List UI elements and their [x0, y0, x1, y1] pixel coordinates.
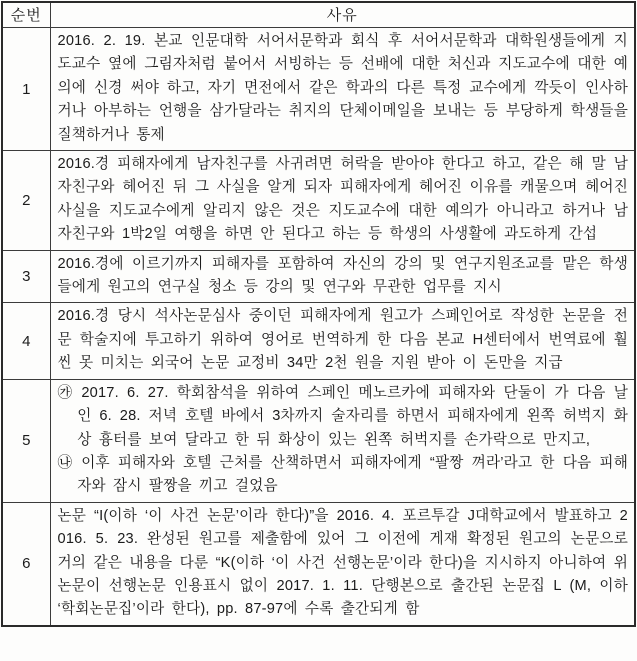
reason-cell	[50, 151, 635, 251]
col-header-no: 순번	[2, 2, 50, 28]
reason-subitem-na: ㉯ 이후 피해자와 호텔 근처를 산책하면서 피해자에게 “팔짱 껴라’라고 한 다음 피해자와 잠시 팔짱을 끼고 걸었음	[57, 454, 628, 495]
reason-paragraph: 2016.경 피해자에게 남자친구를 사귀려면 허락을 받아야 한다고 하고, 같은 해 말 남자친구와 헤어진 뒤 그 사실을 알게 되자 피해자에게 헤어진 이유를 캐물으며 헤어진 사실을 지도교수에게 알리지 않은 것은 지도교수에 대한 예의가 아니라고 하거나 남자친구와 1박2일 여행을 하면 안 된다고 하는 등 학생의 사생활에 과도하게 간섭	[57, 156, 628, 243]
table-row	[2, 303, 635, 379]
row-number: 2	[2, 151, 50, 251]
reason-paragraph: 2016. 2. 19. 본교 인문대학 서어서문학과 회식 후 서어서문학과 대학원생들에게 지도교수 옆에 그림자처럼 붙어서 서빙하는 등 선배에 대한 처신과 지도교수에 대한 예의에 신경 써야 하고, 자기 면전에서 같은 학과의 다른 특정 교수에게 깍듯이 인사하거나 아부하는 언행을 삼가달라는 취지의 단체이메일을 보내는 등 부당하게 학생들을 질책하거나 통제	[57, 33, 628, 143]
reason-subitem-ga: ㉮ 2017. 6. 27. 학회참석을 위하여 스페인 메노르카에 피해자와 단둘이 가 다음 날인 6. 28. 저녁 호텔 바에서 3차까지 술자리를 하면서 피해자에게 왼쪽 허벅지 화상 흉터를 보여 달라고 한 뒤 화상이 있는 왼쪽 허벅지를 손가락으로 만지고,	[57, 384, 628, 448]
row-number: 6	[2, 502, 50, 626]
row-number: 1	[2, 28, 50, 151]
reason-paragraph: 2016.경 당시 석사논문심사 중이던 피해자에게 원고가 스페인어로 작성한 논문을 전문 학술지에 투고하기 위하여 영어로 번역하게 한 다음 본교 H센터에서 번역료에 훨씬 못 미치는 외국어 논문 교정비 34만 2천 원을 지원 받아 이 돈만을 지급	[57, 308, 628, 372]
row-number: 5	[2, 379, 50, 502]
row-number: 4	[2, 303, 50, 379]
reason-cell	[50, 379, 635, 502]
table-row	[2, 379, 635, 502]
table-row	[2, 250, 635, 303]
header-row	[2, 2, 635, 28]
reason-cell	[50, 303, 635, 379]
table-row	[2, 28, 635, 151]
row-number: 3	[2, 250, 50, 303]
table-row	[2, 151, 635, 251]
table-row	[2, 502, 635, 626]
reason-cell	[50, 250, 635, 303]
reason-paragraph: 논문 “I(이하 ‘이 사건 논문’이라 한다)”을 2016. 4. 포르투갈 J대학교에서 발표하고 2016. 5. 23. 완성된 원고를 제출함에 있어 그 이전에 게재 확정된 원고의 논문으로 거의 같은 내용을 다룬 “K(이하 ‘이 사건 선행논문’이라 한다)을 지시하지 아니하여 위 논문이 선행논문 인용표시 없이 2017. 1. 11. 단행본으로 출간된 논문집 L (M, 이하 ‘학회논문집’이라 한다), pp. 87-97에 수록 출간되게 함	[57, 507, 628, 618]
reason-cell	[50, 28, 635, 151]
reasons-table	[1, 1, 636, 627]
reason-cell	[50, 502, 635, 626]
col-header-reason: 사유	[50, 2, 635, 28]
reason-paragraph: 2016.경에 이르기까지 피해자를 포함하여 자신의 강의 및 연구지원조교를 맡은 학생들에게 원고의 연구실 청소 등 강의 및 연구와 무관한 업무를 지시	[57, 255, 628, 296]
